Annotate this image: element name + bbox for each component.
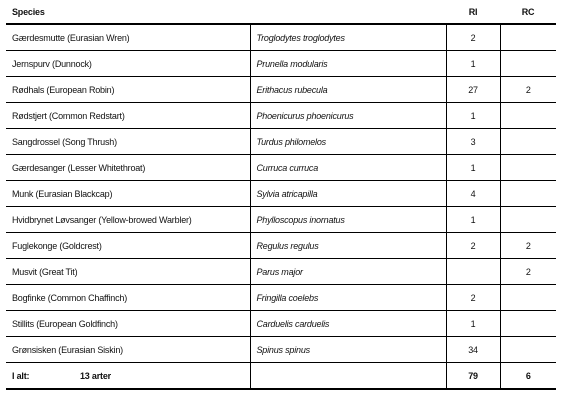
common-name-cell: Rødstjert (Common Redstart) bbox=[6, 103, 250, 129]
ri-count-cell: 1 bbox=[446, 155, 500, 181]
ri-column-header: RI bbox=[446, 0, 500, 24]
species-table bbox=[6, 0, 556, 390]
ri-count-cell: 2 bbox=[446, 233, 500, 259]
ri-count-cell: 4 bbox=[446, 181, 500, 207]
rc-count-cell bbox=[500, 129, 556, 155]
table-row bbox=[6, 24, 556, 51]
common-name-cell: Munk (Eurasian Blackcap) bbox=[6, 181, 250, 207]
table-row bbox=[6, 259, 556, 285]
rc-count-cell bbox=[500, 51, 556, 77]
rc-count-cell bbox=[500, 311, 556, 337]
common-name-cell: Gærdesanger (Lesser Whitethroat) bbox=[6, 155, 250, 181]
latin-name-cell: Erithacus rubecula bbox=[250, 77, 446, 103]
table-row bbox=[6, 77, 556, 103]
latin-name-cell: Fringilla coelebs bbox=[250, 285, 446, 311]
total-latin-cell bbox=[250, 363, 446, 390]
common-name-cell: Sangdrossel (Song Thrush) bbox=[6, 129, 250, 155]
table-row bbox=[6, 233, 556, 259]
rc-count-cell: 2 bbox=[500, 233, 556, 259]
rc-count-cell bbox=[500, 285, 556, 311]
latin-name-cell: Troglodytes troglodytes bbox=[250, 24, 446, 51]
common-name-cell: Bogfinke (Common Chaffinch) bbox=[6, 285, 250, 311]
rc-count-cell bbox=[500, 24, 556, 51]
latin-name-cell: Carduelis carduelis bbox=[250, 311, 446, 337]
ri-count-cell: 3 bbox=[446, 129, 500, 155]
ri-count-cell: 34 bbox=[446, 337, 500, 363]
species-count: 13 arter bbox=[80, 370, 111, 381]
table-row bbox=[6, 51, 556, 77]
common-name-cell: Grønsisken (Eurasian Siskin) bbox=[6, 337, 250, 363]
common-name-cell: Fuglekonge (Goldcrest) bbox=[6, 233, 250, 259]
ri-count-cell: 2 bbox=[446, 285, 500, 311]
table-row bbox=[6, 155, 556, 181]
common-name-cell: Stillits (European Goldfinch) bbox=[6, 311, 250, 337]
latin-name-cell: Parus major bbox=[250, 259, 446, 285]
latin-name-cell: Regulus regulus bbox=[250, 233, 446, 259]
rc-count-cell bbox=[500, 207, 556, 233]
latin-name-cell: Turdus philomelos bbox=[250, 129, 446, 155]
common-name-cell: Hvidbrynet Løvsanger (Yellow-browed Warbler) bbox=[6, 207, 250, 233]
rc-count-cell: 2 bbox=[500, 77, 556, 103]
rc-count-cell bbox=[500, 337, 556, 363]
total-ri: 79 bbox=[446, 363, 500, 390]
rc-count-cell bbox=[500, 181, 556, 207]
rc-count-cell bbox=[500, 103, 556, 129]
ri-count-cell: 1 bbox=[446, 51, 500, 77]
latin-name-cell: Phoenicurus phoenicurus bbox=[250, 103, 446, 129]
total-label: I alt: bbox=[12, 370, 30, 381]
ri-count-cell: 2 bbox=[446, 24, 500, 51]
rc-count-cell bbox=[500, 155, 556, 181]
ri-count-cell: 1 bbox=[446, 207, 500, 233]
ri-count-cell: 27 bbox=[446, 77, 500, 103]
table-row bbox=[6, 207, 556, 233]
total-cell bbox=[6, 363, 250, 390]
common-name-cell: Gærdesmutte (Eurasian Wren) bbox=[6, 24, 250, 51]
latin-name-cell: Phylloscopus inornatus bbox=[250, 207, 446, 233]
latin-column-header bbox=[250, 0, 446, 24]
table-row bbox=[6, 181, 556, 207]
common-name-cell: Rødhals (European Robin) bbox=[6, 77, 250, 103]
table-row bbox=[6, 337, 556, 363]
common-name-cell: Musvit (Great Tit) bbox=[6, 259, 250, 285]
ri-count-cell: 1 bbox=[446, 103, 500, 129]
ri-count-cell bbox=[446, 259, 500, 285]
header-row bbox=[6, 0, 556, 24]
rc-column-header: RC bbox=[500, 0, 556, 24]
rc-count-cell: 2 bbox=[500, 259, 556, 285]
table-row bbox=[6, 103, 556, 129]
species-column-header: Species bbox=[6, 0, 250, 24]
table-row bbox=[6, 311, 556, 337]
common-name-cell: Jernspurv (Dunnock) bbox=[6, 51, 250, 77]
species-rows bbox=[6, 24, 556, 363]
latin-name-cell: Curruca curruca bbox=[250, 155, 446, 181]
total-rc: 6 bbox=[500, 363, 556, 390]
table-row bbox=[6, 129, 556, 155]
table-row bbox=[6, 285, 556, 311]
ri-count-cell: 1 bbox=[446, 311, 500, 337]
latin-name-cell: Spinus spinus bbox=[250, 337, 446, 363]
latin-name-cell: Sylvia atricapilla bbox=[250, 181, 446, 207]
latin-name-cell: Prunella modularis bbox=[250, 51, 446, 77]
total-row bbox=[6, 363, 556, 390]
